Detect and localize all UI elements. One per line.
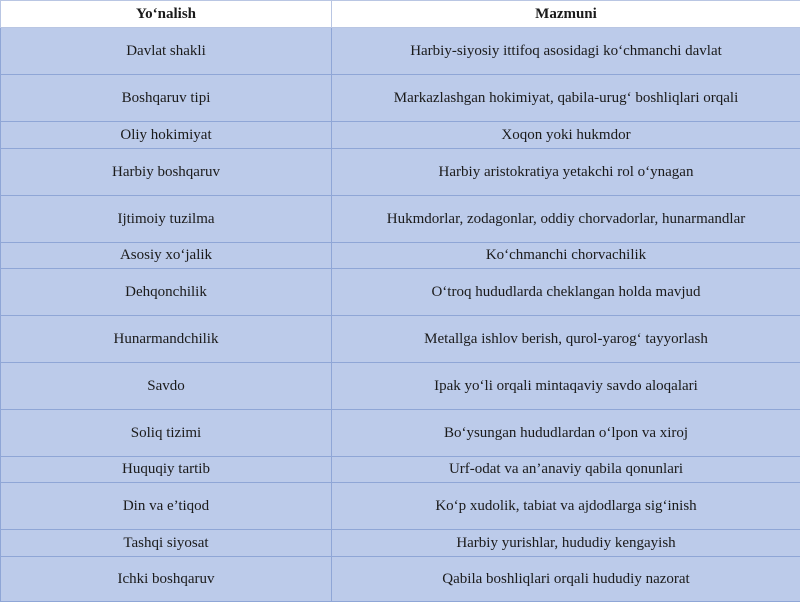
table-row [1,410,800,457]
table-row [1,28,800,75]
table-row [1,363,800,410]
row-content: Ko‘p xudolik, tabiat va ajdodlarga sig‘inish [332,483,800,530]
row-direction: Oliy hokimiyat [1,122,332,149]
table-row [1,530,800,557]
table-row [1,557,800,602]
row-direction: Ichki boshqaruv [1,557,332,602]
row-content: Harbiy yurishlar, hududiy kengayish [332,530,800,557]
row-direction: Soliq tizimi [1,410,332,457]
header-row [1,1,800,28]
row-direction: Dehqonchilik [1,269,332,316]
row-content: O‘troq hududlarda cheklangan holda mavjud [332,269,800,316]
table-row [1,457,800,483]
table-row [1,243,800,269]
row-direction: Davlat shakli [1,28,332,75]
table-row [1,122,800,149]
table-row [1,196,800,243]
row-direction: Tashqi siyosat [1,530,332,557]
table-row [1,75,800,122]
row-direction: Harbiy boshqaruv [1,149,332,196]
row-content: Ko‘chmanchi chorvachilik [332,243,800,269]
row-direction: Huquqiy tartib [1,457,332,483]
row-content: Urf-odat va an’anaviy qabila qonunlari [332,457,800,483]
row-content: Metallga ishlov berish, qurol-yarog‘ tayyorlash [332,316,800,363]
row-content: Qabila boshliqlari orqali hududiy nazorat [332,557,800,602]
row-content: Bo‘ysungan hududlardan o‘lpon va xiroj [332,410,800,457]
table-row [1,316,800,363]
row-content: Ipak yo‘li orqali mintaqaviy savdo aloqalari [332,363,800,410]
row-content: Xoqon yoki hukmdor [332,122,800,149]
table-row [1,149,800,196]
row-direction: Ijtimoiy tuzilma [1,196,332,243]
header-direction: Yo‘nalish [1,1,332,28]
table-row [1,483,800,530]
row-direction: Asosiy xo‘jalik [1,243,332,269]
row-direction: Boshqaruv tipi [1,75,332,122]
row-content: Markazlashgan hokimiyat, qabila-urug‘ boshliqlari orqali [332,75,800,122]
row-direction: Hunarmandchilik [1,316,332,363]
row-direction: Savdo [1,363,332,410]
row-content: Hukmdorlar, zodagonlar, oddiy chorvadorlar, hunarmandlar [332,196,800,243]
header-content: Mazmuni [332,1,800,28]
row-content: Harbiy-siyosiy ittifoq asosidagi ko‘chmanchi davlat [332,28,800,75]
row-direction: Din va e’tiqod [1,483,332,530]
row-content: Harbiy aristokratiya yetakchi rol o‘ynagan [332,149,800,196]
table-row [1,269,800,316]
